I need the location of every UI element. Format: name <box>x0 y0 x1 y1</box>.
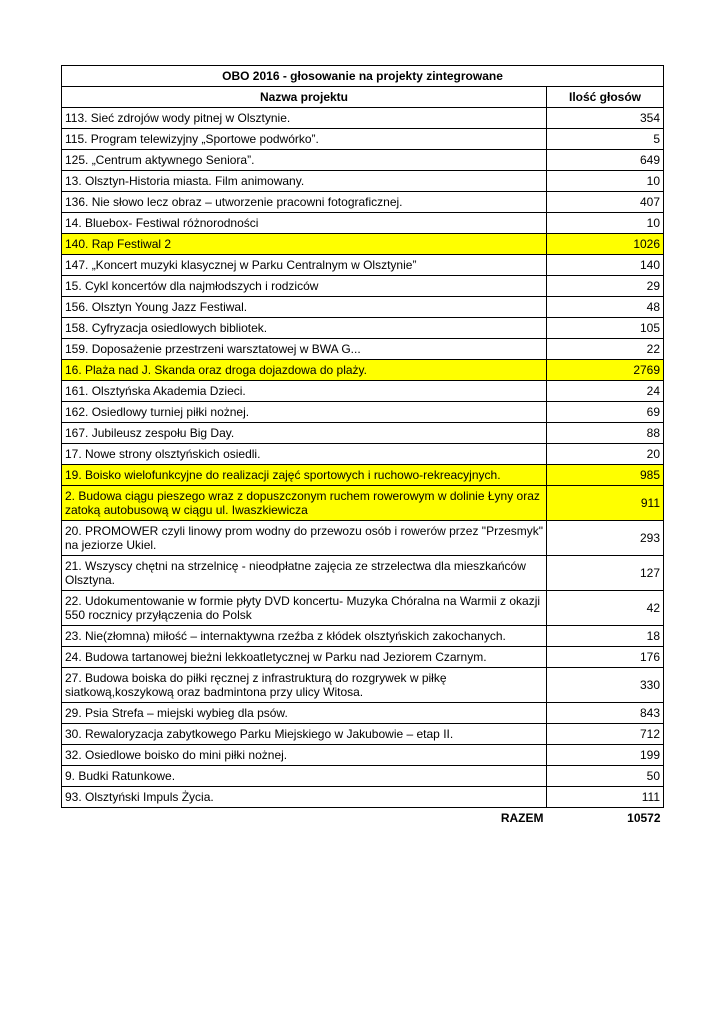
table-row-highlighted <box>62 465 664 486</box>
vote-count: 20 <box>547 444 664 465</box>
table-row <box>62 108 664 129</box>
table-row <box>62 318 664 339</box>
vote-count: 649 <box>547 150 664 171</box>
vote-count: 10 <box>547 213 664 234</box>
table-row <box>62 402 664 423</box>
vote-count: 111 <box>547 787 664 808</box>
vote-count: 199 <box>547 745 664 766</box>
vote-results-sheet <box>61 65 663 828</box>
vote-count: 105 <box>547 318 664 339</box>
project-name: 140. Rap Festiwal 2 <box>62 234 547 255</box>
column-header-name: Nazwa projektu <box>62 87 547 108</box>
project-name: 147. „Koncert muzyki klasycznej w Parku Centralnym w Olsztynie” <box>62 255 547 276</box>
project-name: 20. PROMOWER czyli linowy prom wodny do przewozu osób i rowerów przez "Przesmyk" na jeziorze Ukiel. <box>62 521 547 556</box>
project-name: 29. Psia Strefa – miejski wybieg dla psów. <box>62 703 547 724</box>
project-name: 13. Olsztyn-Historia miasta. Film animowany. <box>62 171 547 192</box>
table-row <box>62 423 664 444</box>
total-row <box>62 808 664 829</box>
table-row-highlighted <box>62 234 664 255</box>
table-row <box>62 150 664 171</box>
project-name: 17. Nowe strony olsztyńskich osiedli. <box>62 444 547 465</box>
table-row <box>62 297 664 318</box>
project-name: 161. Olsztyńska Akademia Dzieci. <box>62 381 547 402</box>
table-row <box>62 787 664 808</box>
vote-count: 911 <box>547 486 664 521</box>
project-name: 14. Bluebox- Festiwal różnorodności <box>62 213 547 234</box>
vote-count: 29 <box>547 276 664 297</box>
vote-count: 18 <box>547 626 664 647</box>
table-row <box>62 626 664 647</box>
table-row-highlighted <box>62 360 664 381</box>
table-title-row <box>62 66 664 87</box>
table-row <box>62 703 664 724</box>
table-row-highlighted <box>62 486 664 521</box>
vote-count: 10 <box>547 171 664 192</box>
project-name: 22. Udokumentowanie w formie płyty DVD koncertu- Muzyka Chóralna na Warmii z okazji 550 rocznicy przyłączenia do Polsk <box>62 591 547 626</box>
project-name: 15. Cykl koncertów dla najmłodszych i rodziców <box>62 276 547 297</box>
vote-count: 843 <box>547 703 664 724</box>
vote-count: 140 <box>547 255 664 276</box>
project-name: 136. Nie słowo lecz obraz – utworzenie pracowni fotograficznej. <box>62 192 547 213</box>
table-row <box>62 276 664 297</box>
table-row <box>62 339 664 360</box>
total-value: 10572 <box>627 810 661 825</box>
table-row <box>62 647 664 668</box>
table-row <box>62 255 664 276</box>
table-header-row <box>62 87 664 108</box>
vote-count: 712 <box>547 724 664 745</box>
vote-count: 2769 <box>547 360 664 381</box>
project-name: 113. Sieć zdrojów wody pitnej w Olsztynie. <box>62 108 547 129</box>
vote-count: 176 <box>547 647 664 668</box>
project-name: 23. Nie(złomna) miłość – internaktywna rzeźba z kłódek olsztyńskich zakochanych. <box>62 626 547 647</box>
project-name: 159. Doposażenie przestrzeni warsztatowej w BWA G... <box>62 339 547 360</box>
vote-count: 88 <box>547 423 664 444</box>
vote-count: 1026 <box>547 234 664 255</box>
vote-count: 354 <box>547 108 664 129</box>
vote-count: 24 <box>547 381 664 402</box>
project-name: 32. Osiedlowe boisko do mini piłki nożnej. <box>62 745 547 766</box>
table-row <box>62 745 664 766</box>
vote-results-table <box>61 65 664 828</box>
table-title: OBO 2016 - głosowanie na projekty zintegrowane <box>62 66 664 87</box>
vote-count: 293 <box>547 521 664 556</box>
vote-count: 69 <box>547 402 664 423</box>
project-name: 93. Olsztyński Impuls Życia. <box>62 787 547 808</box>
table-row <box>62 724 664 745</box>
project-name: 115. Program telewizyjny „Sportowe podwórko”. <box>62 129 547 150</box>
project-name: 21. Wszyscy chętni na strzelnicę - nieodpłatne zajęcia ze strzelectwa dla mieszkańców Olsztyna. <box>62 556 547 591</box>
table-row <box>62 521 664 556</box>
project-name: 125. „Centrum aktywnego Seniora”. <box>62 150 547 171</box>
table-row <box>62 381 664 402</box>
project-name: 2. Budowa ciągu pieszego wraz z dopuszczonym ruchem rowerowym w dolinie Łyny oraz zatoką autobusową w ciągu ul. Iwaszkiewicza <box>62 486 547 521</box>
project-name: 9. Budki Ratunkowe. <box>62 766 547 787</box>
vote-count: 42 <box>547 591 664 626</box>
table-row <box>62 213 664 234</box>
vote-count: 22 <box>547 339 664 360</box>
vote-count: 48 <box>547 297 664 318</box>
table-row <box>62 129 664 150</box>
project-name: 16. Plaża nad J. Skanda oraz droga dojazdowa do plaży. <box>62 360 547 381</box>
table-row <box>62 192 664 213</box>
project-name: 158. Cyfryzacja osiedlowych bibliotek. <box>62 318 547 339</box>
project-name: 27. Budowa boiska do piłki ręcznej z infrastrukturą do rozgrywek w piłkę siatkową,koszykową oraz badmintona przy ulicy Witosa. <box>62 668 547 703</box>
project-name: 156. Olsztyn Young Jazz Festiwal. <box>62 297 547 318</box>
table-row <box>62 591 664 626</box>
vote-count: 407 <box>547 192 664 213</box>
table-row <box>62 766 664 787</box>
vote-count: 330 <box>547 668 664 703</box>
total-label: RAZEM <box>500 810 544 825</box>
project-name: 24. Budowa tartanowej bieżni lekkoatletycznej w Parku nad Jeziorem Czarnym. <box>62 647 547 668</box>
table-row <box>62 171 664 192</box>
column-header-votes: Ilość głosów <box>547 87 664 108</box>
vote-count: 50 <box>547 766 664 787</box>
project-name: 30. Rewaloryzacja zabytkowego Parku Miejskiego w Jakubowie – etap II. <box>62 724 547 745</box>
vote-count: 985 <box>547 465 664 486</box>
project-name: 19. Boisko wielofunkcyjne do realizacji zajęć sportowych i ruchowo-rekreacyjnych. <box>62 465 547 486</box>
table-row <box>62 668 664 703</box>
table-row <box>62 556 664 591</box>
project-name: 162. Osiedlowy turniej piłki nożnej. <box>62 402 547 423</box>
vote-count: 5 <box>547 129 664 150</box>
project-name: 167. Jubileusz zespołu Big Day. <box>62 423 547 444</box>
table-row <box>62 444 664 465</box>
vote-count: 127 <box>547 556 664 591</box>
